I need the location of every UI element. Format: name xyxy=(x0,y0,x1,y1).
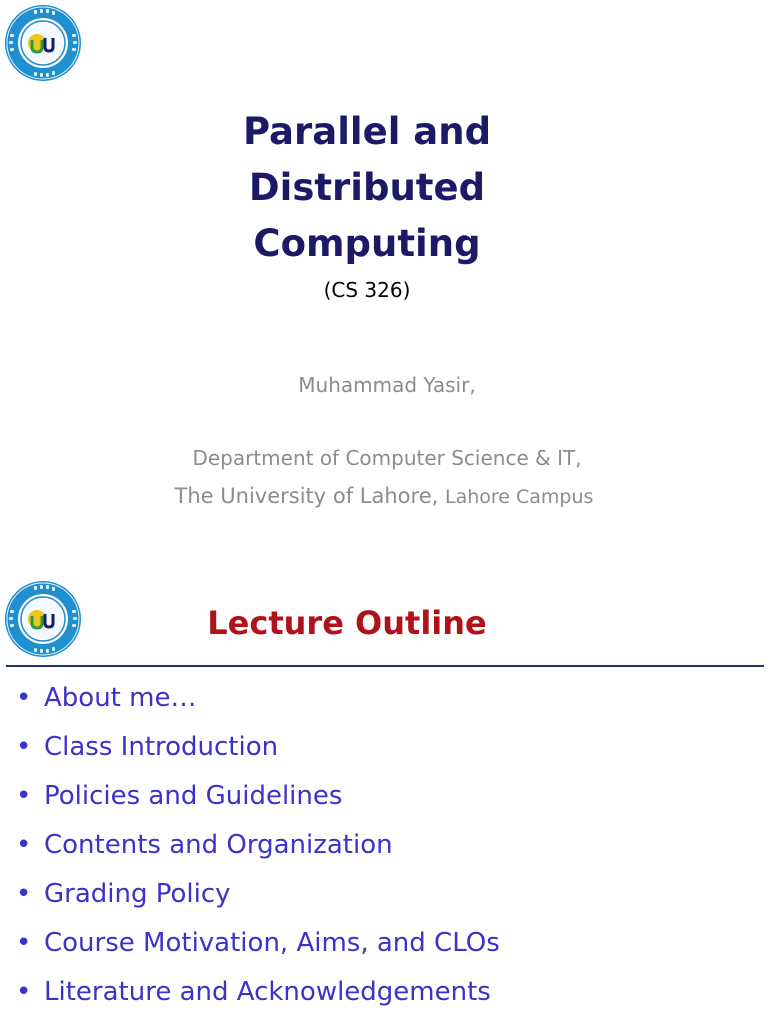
bullet-icon: • xyxy=(16,977,32,1007)
campus-name: Lahore Campus xyxy=(445,486,594,508)
bullet-icon: • xyxy=(16,928,32,958)
title-line-2: Distributed xyxy=(248,166,486,209)
university-logo-icon xyxy=(4,580,82,658)
university-logo-icon xyxy=(4,4,82,82)
author-name: Muhammad Yasir, xyxy=(298,373,476,397)
bullet-icon: • xyxy=(16,781,32,811)
outline-slide xyxy=(0,512,768,1024)
list-item: • About me… xyxy=(12,674,500,723)
department-name: Department of Computer Science & IT, xyxy=(192,446,582,470)
list-item: • Literature and Acknowledgements xyxy=(12,968,500,1017)
list-item: • Grading Policy xyxy=(12,870,500,919)
university-line xyxy=(0,484,768,508)
bullet-icon: • xyxy=(16,830,32,860)
bullet-icon: • xyxy=(16,683,32,713)
university-name: The University of Lahore, xyxy=(174,484,439,508)
bullet-icon: • xyxy=(16,879,32,909)
title-line-3: Computing xyxy=(253,222,481,265)
title-line-1: Parallel and xyxy=(242,110,492,153)
title-block xyxy=(0,104,734,305)
list-item: • Class Introduction xyxy=(12,723,500,772)
list-item: • Policies and Guidelines xyxy=(12,772,500,821)
bullet-icon: • xyxy=(16,732,32,762)
list-item: • Contents and Organization xyxy=(12,821,500,870)
list-item: • Course Motivation, Aims, and CLOs xyxy=(12,919,500,968)
title-divider xyxy=(6,665,764,667)
outline-title: Lecture Outline xyxy=(207,604,487,642)
course-code: (CS 326) xyxy=(323,278,411,302)
outline-list xyxy=(12,674,500,1017)
